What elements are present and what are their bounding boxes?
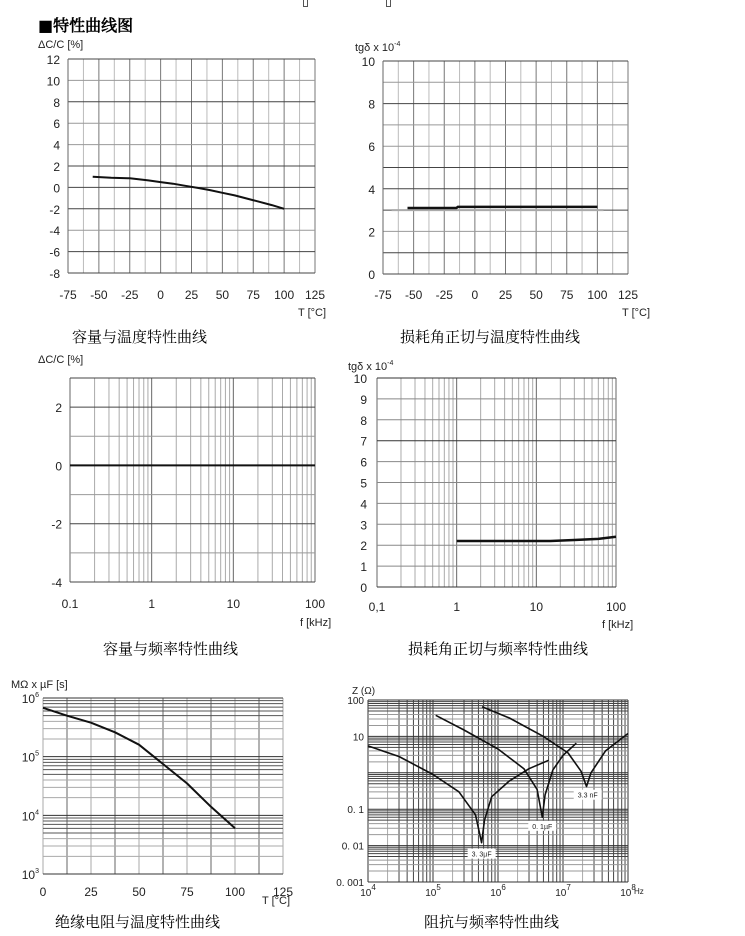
series-cap-temp (93, 177, 284, 209)
y-axis-label: MΩ x µF [s] (11, 679, 68, 691)
x-tick-label: -50 (90, 288, 108, 302)
x-tick-label: 0.1 (61, 597, 79, 611)
section-heading: ■特性曲线图 (38, 16, 134, 35)
annotation-label: 3. 3µF (471, 851, 492, 859)
chart-imp-freq (336, 686, 644, 899)
x-tick-label: -50 (404, 288, 423, 302)
y-tick-label: 5 (360, 476, 367, 491)
y-tick-label: 9 (360, 392, 367, 407)
y-tick-label: $10^5$ (21, 750, 39, 765)
x-tick-label: $10^7$ (555, 883, 571, 899)
x-tick-label: $10^4$ (360, 883, 376, 899)
chart-cap-freq (38, 354, 331, 629)
x-tick-label: -75 (374, 288, 392, 302)
x-tick-label: 125 (272, 885, 294, 899)
x-tick-label: -25 (121, 288, 139, 302)
caption-cap-freq: 容量与频率特性曲线 (103, 640, 239, 658)
y-tick-label: 8 (53, 95, 60, 110)
chart-tan-temp (355, 41, 650, 319)
caption-tan-temp: 损耗角正切与温度特性曲线 (400, 328, 581, 346)
chart-tan-freq (348, 360, 633, 631)
caption-tan-freq: 损耗角正切与频率特性曲线 (408, 640, 589, 658)
x-tick-label: 25 (184, 288, 199, 302)
x-tick-label: -75 (59, 288, 77, 302)
caption-imp-freq: 阻抗与频率特性曲线 (424, 913, 560, 931)
y-tick-label: 6 (53, 117, 60, 132)
x-tick-label: 0 (471, 288, 479, 302)
x-axis-label: Hz (634, 887, 644, 896)
y-tick-label: 6 (368, 140, 375, 155)
y-tick-label: 8 (368, 97, 375, 112)
y-axis-label: tgδ x $10^{-4}$ (348, 360, 394, 373)
x-tick-label: 0 (157, 288, 164, 302)
y-tick-label: 2 (53, 160, 60, 174)
series-imp-1 (436, 715, 577, 817)
y-tick-label: 8 (360, 413, 367, 428)
y-tick-label: 4 (53, 138, 60, 153)
x-axis-label: f [kHz] (602, 619, 634, 631)
x-tick-label: 1 (148, 597, 156, 611)
y-tick-label: -2 (49, 202, 60, 217)
x-tick-label: 75 (246, 288, 260, 302)
y-tick-label: 0. 001 (336, 878, 364, 889)
y-tick-label: 1 (360, 560, 367, 575)
x-tick-label: $10^8$ (620, 883, 636, 899)
y-tick-label: 2 (55, 401, 62, 416)
y-tick-label: 4 (360, 497, 367, 512)
y-tick-label: 10 (353, 372, 367, 386)
x-tick-label: 10 (529, 600, 544, 614)
caption-cap-temp: 容量与温度特性曲线 (72, 328, 208, 346)
x-tick-label: 25 (84, 885, 98, 899)
y-tick-label: $10^6$ (21, 692, 39, 706)
x-tick-label: $10^6$ (490, 883, 506, 899)
x-tick-label: 0 (39, 885, 47, 899)
x-tick-label: 1 (453, 600, 461, 614)
x-tick-label: 100 (224, 885, 246, 899)
annotation-label: 0. 1µF (532, 823, 553, 831)
y-tick-label: -4 (51, 576, 62, 590)
chart-cap-temp (38, 39, 326, 319)
y-tick-label: 0 (55, 459, 62, 474)
x-tick-label: $10^5$ (425, 883, 441, 899)
y-axis-label: ΔC/C [%] (38, 39, 84, 51)
y-axis-label: Z (Ω) (352, 686, 376, 697)
y-tick-label: 4 (368, 182, 375, 197)
y-tick-label: 0. 1 (347, 805, 364, 817)
x-tick-label: 50 (132, 885, 146, 899)
y-tick-label: $10^4$ (21, 809, 39, 824)
y-tick-label: 0. 01 (341, 841, 364, 853)
caption-ins-temp: 绝缘电阻与温度特性曲线 (55, 913, 221, 931)
x-tick-label: 75 (180, 885, 194, 899)
y-tick-label: 2 (360, 539, 367, 554)
x-tick-label: 50 (529, 288, 543, 302)
x-axis-label: T [°C] (622, 307, 651, 319)
y-tick-label: $10^3$ (21, 868, 39, 882)
y-tick-label: 10 (361, 55, 375, 69)
y-tick-label: 3 (360, 518, 367, 533)
x-tick-label: 125 (617, 288, 639, 302)
x-tick-label: 0,1 (368, 600, 386, 614)
x-tick-label: 75 (560, 288, 574, 302)
x-axis-label: f [kHz] (300, 617, 332, 629)
y-tick-label: 7 (360, 434, 367, 449)
y-tick-label: 12 (46, 53, 60, 67)
y-tick-label: 0 (53, 181, 60, 196)
y-tick-label: 10 (46, 74, 60, 89)
x-tick-label: 125 (304, 288, 326, 302)
x-tick-label: -25 (435, 288, 453, 302)
y-tick-label: -6 (49, 245, 60, 260)
series-tan-temp (408, 207, 598, 208)
y-axis-label: tgδ x $10^{-4}$ (355, 41, 401, 54)
x-tick-label: 100 (605, 600, 627, 614)
y-tick-label: -8 (49, 267, 60, 281)
y-tick-label: 2 (368, 225, 375, 240)
x-tick-label: 25 (498, 288, 513, 302)
y-tick-label: 0 (368, 268, 375, 282)
x-tick-label: 100 (587, 288, 608, 302)
x-tick-label: 50 (215, 288, 230, 302)
y-tick-label: -2 (51, 517, 62, 532)
x-axis-label: T [°C] (262, 895, 291, 907)
y-tick-label: 10 (352, 732, 364, 744)
y-tick-label: 0 (360, 581, 367, 595)
chart-ins-temp (11, 679, 293, 907)
y-tick-label: 100 (347, 696, 364, 707)
x-tick-label: 100 (304, 597, 326, 611)
x-tick-label: 100 (274, 288, 295, 302)
y-tick-label: 6 (360, 455, 367, 470)
x-tick-label: 10 (226, 597, 241, 611)
annotation-label: 3.3 nF (577, 792, 598, 800)
x-axis-label: T [°C] (298, 307, 327, 319)
y-axis-label: ΔC/C [%] (38, 354, 84, 366)
y-tick-label: -4 (49, 224, 60, 239)
